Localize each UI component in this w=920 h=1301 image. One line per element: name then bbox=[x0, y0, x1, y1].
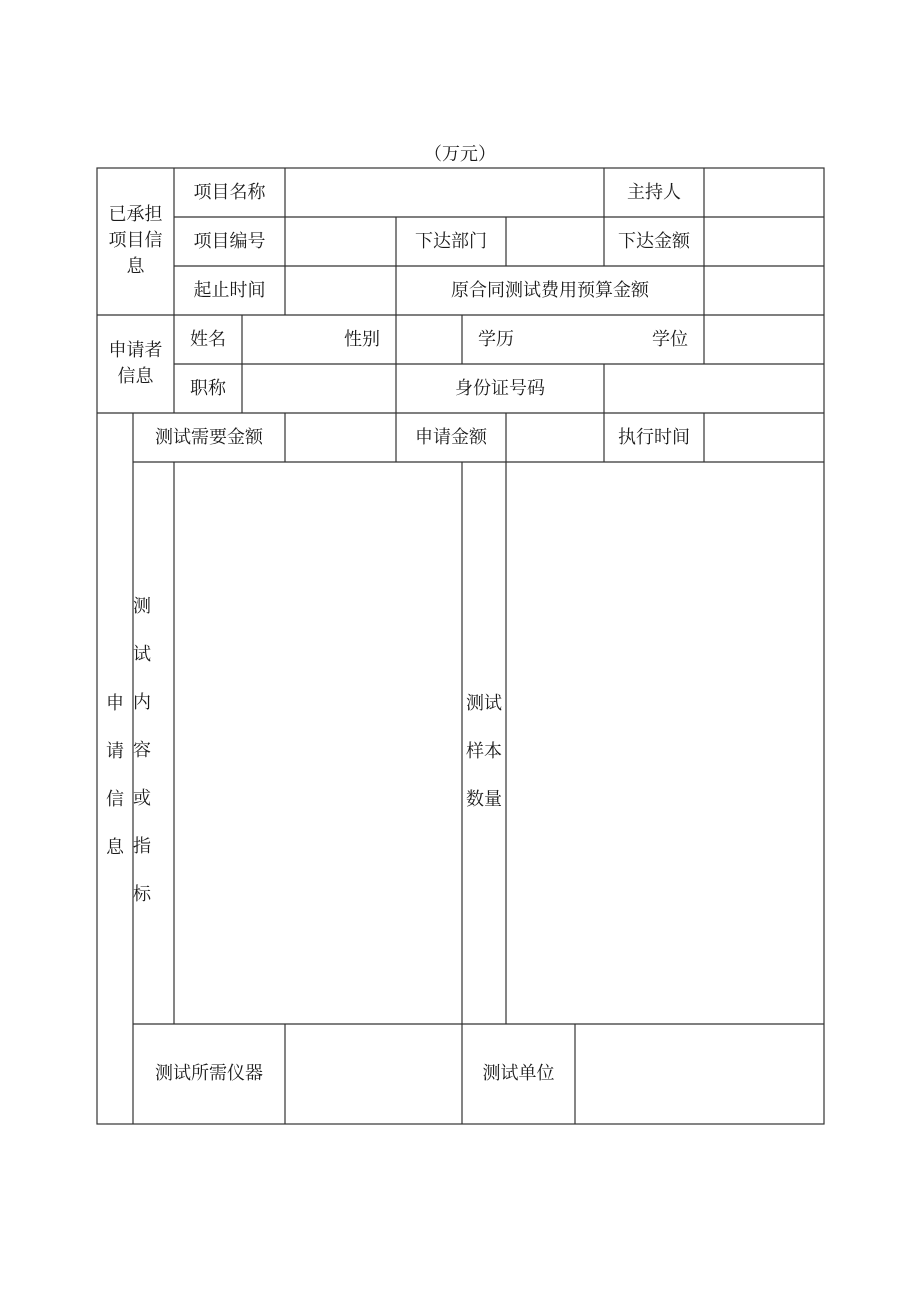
project-name-label: 项目名称 bbox=[193, 181, 266, 203]
applicant-gender-label: 性别 bbox=[344, 328, 380, 350]
application-title-char-4: 息 bbox=[106, 837, 124, 858]
test-unit-field[interactable] bbox=[575, 1024, 824, 1124]
project-title-line-3: 息 bbox=[126, 256, 145, 277]
project-title-line-2: 项目信 bbox=[108, 230, 163, 251]
application-title-char-3: 信 bbox=[106, 789, 124, 810]
sample-count-line-2: 样本 bbox=[466, 741, 502, 762]
project-number-field[interactable] bbox=[285, 217, 396, 266]
application-title-char-2: 请 bbox=[106, 741, 124, 762]
applicant-degree-label: 学位 bbox=[652, 328, 688, 350]
project-dept-label: 下达部门 bbox=[415, 230, 487, 252]
test-content-char-7: 标 bbox=[133, 884, 151, 905]
applicant-degree-field[interactable] bbox=[704, 315, 824, 364]
exec-time-field[interactable] bbox=[704, 413, 824, 462]
sample-count-label bbox=[462, 680, 506, 824]
test-content-char-5: 或 bbox=[133, 788, 151, 809]
applicant-title-field[interactable] bbox=[242, 364, 396, 413]
applicant-name-label: 姓名 bbox=[190, 328, 226, 350]
project-host-field[interactable] bbox=[704, 168, 824, 217]
applicant-gender-field[interactable] bbox=[396, 315, 462, 364]
applicant-title-line-2: 信息 bbox=[117, 366, 154, 387]
applicant-id-field[interactable] bbox=[604, 364, 824, 413]
project-budget-label: 原合同测试费用预算金额 bbox=[451, 279, 649, 301]
project-budget-field[interactable] bbox=[704, 266, 824, 315]
applicant-id-label: 身份证号码 bbox=[455, 377, 545, 399]
exec-time-label: 执行时间 bbox=[618, 426, 690, 448]
project-amount-field[interactable] bbox=[704, 217, 824, 266]
project-period-field[interactable] bbox=[285, 266, 396, 315]
project-title-line-1: 已承担 bbox=[108, 204, 163, 225]
project-number-label: 项目编号 bbox=[193, 230, 266, 252]
required-amount-field[interactable] bbox=[285, 413, 396, 462]
project-host-label: 主持人 bbox=[627, 181, 681, 203]
test-content-char-6: 指 bbox=[133, 836, 151, 857]
sample-count-line-3: 数量 bbox=[466, 789, 502, 810]
test-content-label bbox=[133, 583, 157, 919]
project-section-title bbox=[97, 202, 174, 280]
applicant-name-field[interactable] bbox=[242, 315, 332, 364]
applicant-title-label: 职称 bbox=[190, 377, 226, 399]
applicant-education-label: 学历 bbox=[478, 328, 514, 350]
project-name-field[interactable] bbox=[285, 168, 604, 217]
application-title-char-1: 申 bbox=[106, 693, 124, 714]
test-content-field[interactable] bbox=[174, 462, 462, 1024]
sample-count-field[interactable] bbox=[506, 462, 824, 1024]
sample-count-line-1: 测试 bbox=[466, 693, 502, 714]
apply-amount-label: 申请金额 bbox=[415, 426, 487, 448]
application-section-title bbox=[97, 680, 133, 872]
unit-label: （万元） bbox=[424, 144, 496, 165]
test-unit-label: 测试单位 bbox=[482, 1063, 555, 1084]
project-dept-field[interactable] bbox=[506, 217, 604, 266]
test-content-char-4: 容 bbox=[133, 740, 151, 761]
instrument-label: 测试所需仪器 bbox=[155, 1063, 263, 1084]
test-content-char-2: 试 bbox=[133, 644, 151, 665]
apply-amount-field[interactable] bbox=[506, 413, 604, 462]
project-period-label: 起止时间 bbox=[193, 279, 266, 301]
test-content-char-3: 内 bbox=[133, 692, 151, 713]
project-amount-label: 下达金额 bbox=[618, 230, 690, 252]
applicant-section-title bbox=[97, 338, 174, 390]
instrument-field[interactable] bbox=[285, 1024, 462, 1124]
test-content-char-1: 测 bbox=[133, 596, 151, 617]
required-amount-label: 测试需要金额 bbox=[155, 426, 263, 448]
applicant-title-line-1: 申请者 bbox=[108, 340, 163, 361]
